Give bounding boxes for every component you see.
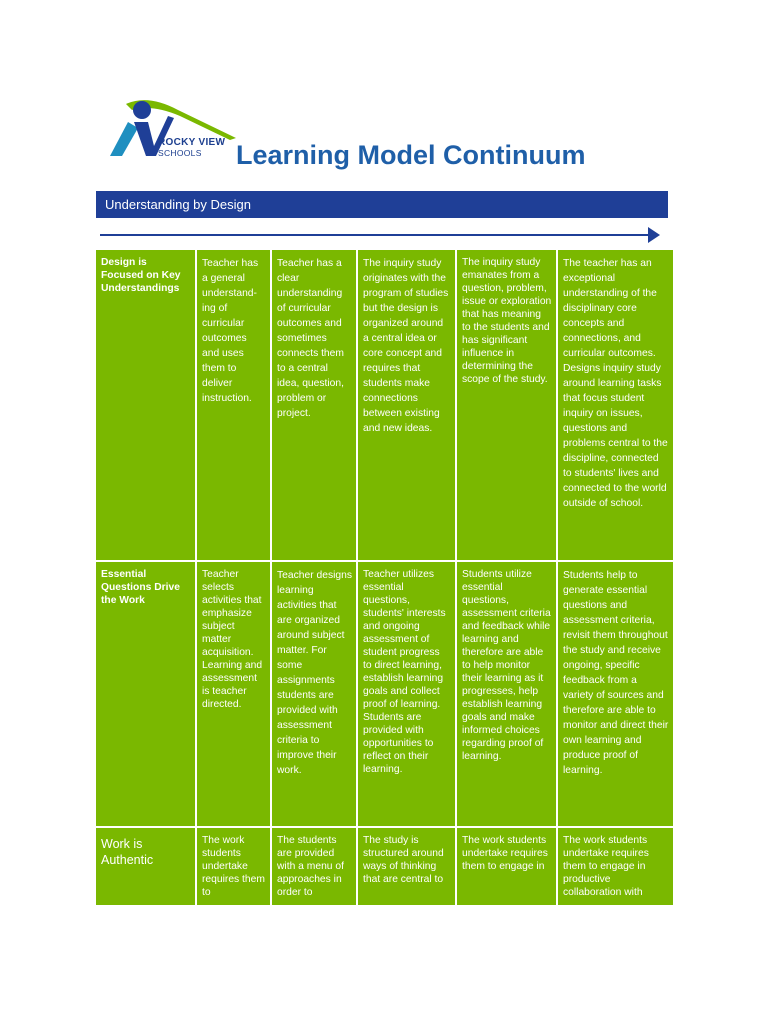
rocky-view-schools-logo xyxy=(108,100,238,164)
logo-text-schools: SCHOOLS xyxy=(158,148,202,158)
table-cell: Teacher designs learning activities that are organized around subject matter. For some assignments students are provided with assessment criteria to improve their work. xyxy=(272,562,358,828)
arrow-right-icon xyxy=(648,227,660,243)
table-cell: The work students undertake requires them to engage in xyxy=(457,828,558,907)
continuum-arrow-line xyxy=(100,234,650,236)
continuum-table xyxy=(96,250,673,907)
table-cell: The inquiry study emanates from a question, problem, issue or exploration that has meaning to the students and has significant influence in determining the scope of the study. xyxy=(457,250,558,562)
row-header-authentic-work: Work is Authentic xyxy=(96,828,197,907)
table-cell: The study is structured around ways of thinking that are central to xyxy=(358,828,457,907)
table-cell: The work students undertake requires them to engage in productive collaboration with xyxy=(558,828,673,907)
table-cell: Students utilize essential questions, assessment criteria and feedback while learning and therefore are able to help monitor their learning as it progresses, help establish learning goals and make informed choices regarding proof of learning. xyxy=(457,562,558,828)
row-header-design: Design is Focused on Key Understandings xyxy=(96,250,197,562)
table-cell: Teacher has a clear understanding of curricular outcomes and sometimes connects them to a central idea, question, problem or project. xyxy=(272,250,358,562)
table-cell: Students help to generate essential questions and assessment criteria, revisit them throughout the study and receive ongoing, specific feedback from a variety of sources and therefore are able to monitor and direct their own learning and produce proof of learning. xyxy=(558,562,673,828)
table-cell: The teacher has an exceptional understanding of the disciplinary core concepts and connections, and curricular outcomes. Designs inquiry study around learning tasks that focus student inquiry on issues, questions and problems central to the discipline, connected to students' lives and connected to the world outside of school. xyxy=(558,250,673,562)
logo-text-rocky-view: ROCKY VIEW xyxy=(158,137,226,148)
row-header-essential-questions: Essential Questions Drive the Work xyxy=(96,562,197,828)
table-cell: Teacher has a general understand-ing of curricular outcomes and uses them to deliver instruction. xyxy=(197,250,272,562)
table-cell: Teacher selects activities that emphasize subject matter acquisition. Learning and assessment is teacher directed. xyxy=(197,562,272,828)
table-cell: The students are provided with a menu of approaches in order to xyxy=(272,828,358,907)
section-banner: Understanding by Design xyxy=(96,191,668,218)
page-title: Learning Model Continuum xyxy=(236,140,586,170)
table-cell: The work students undertake requires them to xyxy=(197,828,272,907)
table-cell: Teacher utilizes essential questions, students' interests and ongoing assessment of student progress to direct learning, establish learning goals and collect proof of learning. Students are provided with opportunities to reflect on their learning. xyxy=(358,562,457,828)
table-cell: The inquiry study originates with the program of studies but the design is organized around a central idea or core concept and requires that students make connections between existing and new ideas. xyxy=(358,250,457,562)
